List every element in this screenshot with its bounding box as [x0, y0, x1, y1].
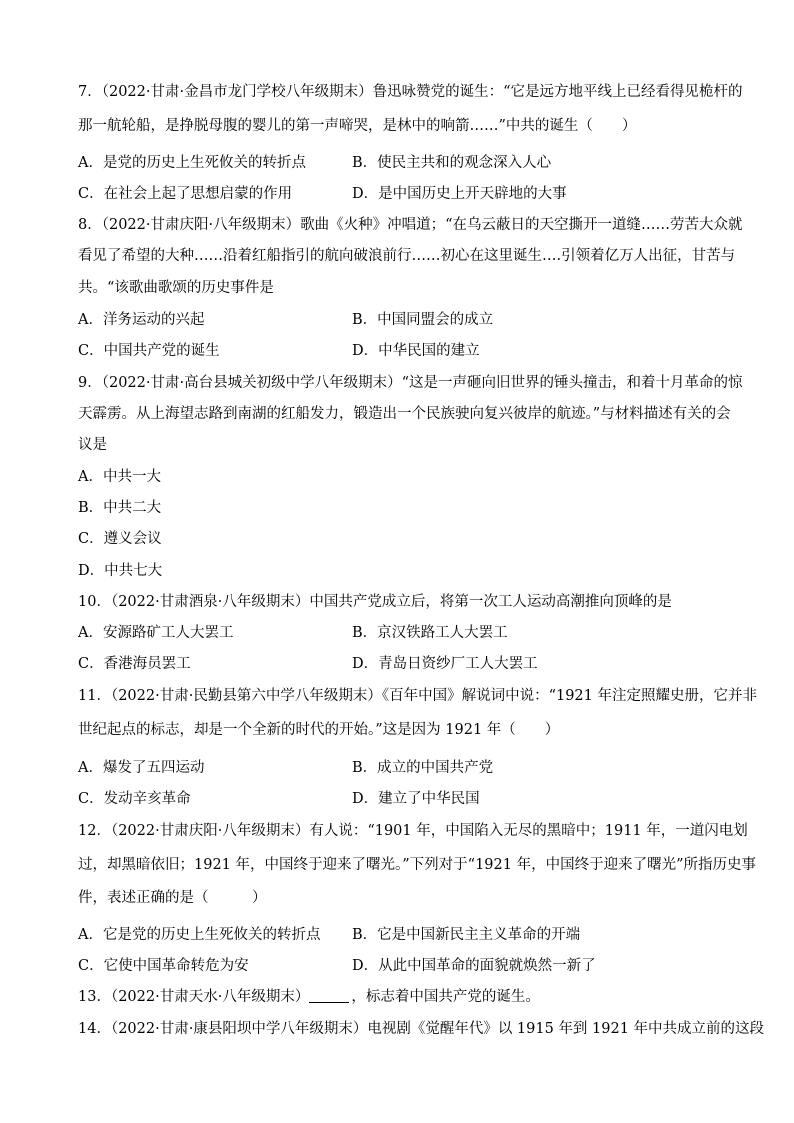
- q10-option-c[interactable]: C．香港海员罢工: [78, 656, 191, 672]
- q8-option-c[interactable]: C．中国共产党的诞生: [78, 343, 220, 359]
- q13-suffix: ，标志着中国共产党的诞生。: [351, 989, 540, 1005]
- q13-answer-blank[interactable]: [309, 988, 349, 1003]
- q11-stem-line-2: 世纪起点的标志，却是一个全新的时代的开始。”这是因为 1921 年（ ）: [78, 722, 560, 738]
- q13-prefix: 13．（2022·甘肃天水·八年级期末）: [78, 989, 310, 1005]
- q8-option-d[interactable]: D．中华民国的建立: [352, 343, 480, 359]
- q7-option-d[interactable]: D．是中国历史上开天辟地的大事: [352, 186, 567, 202]
- q8-option-b[interactable]: B．中国同盟会的成立: [352, 312, 494, 328]
- q11-option-d[interactable]: D．建立了中华民国: [352, 791, 480, 807]
- q9-option-c[interactable]: C．遵义会议: [78, 531, 162, 547]
- q14-stem-line-1: 14．（2022·甘肃·康县阳坝中学八年级期末）电视剧《觉醒年代》以 1915 年到 1921 年中共成立前的这段: [78, 1021, 765, 1037]
- q12-stem-line-2: 过，却黑暗依旧；1921 年，中国终于迎来了曙光。”下列对于“1921 年，中国终于迎来了曙光”所指历史事: [78, 857, 757, 873]
- q10-option-b[interactable]: B．京汉铁路工人大罢工: [352, 625, 508, 641]
- q9-stem-line-2: 天霹雳。从上海望志路到南湖的红船发力，锻造出一个民族驶向复兴彼岸的航迹。”与材料描述有关的会: [78, 406, 731, 422]
- q12-option-c[interactable]: C．它使中国革命转危为安: [78, 958, 249, 974]
- q11-stem-line-1: 11．（2022·甘肃·民勤县第六中学八年级期末）《百年中国》解说词中说：“1921 年注定照耀史册，它并非: [78, 688, 757, 704]
- q7-stem-line-2: 那一航轮船，是挣脱母腹的婴儿的第一声啼哭，是林中的响箭……”中共的诞生（ ）: [78, 118, 637, 134]
- q7-stem-line-1: 7．（2022·甘肃·金昌市龙门学校八年级期末）鲁迅咏赞党的诞生：“它是远方地平线上已经看得见桅杆的: [78, 84, 743, 100]
- q12-option-d[interactable]: D．从此中国革命的面貌就焕然一新了: [352, 958, 596, 974]
- q7-option-c[interactable]: C．在社会上起了思想启蒙的作用: [78, 186, 293, 202]
- q12-stem-line-3: 件，表述正确的是（ ）: [78, 890, 267, 906]
- q9-stem-line-1: 9．（2022·甘肃·高台县城关初级中学八年级期末）“这是一声砸向旧世界的锤头撞击，和着十月革命的惊: [78, 375, 743, 391]
- q12-option-a[interactable]: A．它是党的历史上生死攸关的转折点: [78, 927, 321, 943]
- q12-stem-line-1: 12．（2022·甘肃庆阳·八年级期末）有人说：“1901 年，中国陷入无尽的黑暗中；1911 年，一道闪电划: [78, 823, 748, 839]
- q8-stem-line-2: 看见了希望的大种……沿着红船指引的航向破浪前行……初心在这里诞生….引领着亿万人出征，甘苦与: [78, 248, 736, 264]
- q7-option-b[interactable]: B．使民主共和的观念深入人心: [352, 155, 552, 171]
- q9-option-d[interactable]: D．中共七大: [78, 563, 163, 579]
- q9-option-b[interactable]: B．中共二大: [78, 500, 162, 516]
- q9-stem-line-3: 议是: [78, 437, 107, 453]
- q10-option-a[interactable]: A．安源路矿工人大罢工: [78, 625, 234, 641]
- q13-stem: [78, 987, 540, 1007]
- q11-option-b[interactable]: B．成立的中国共产党: [352, 760, 494, 776]
- q8-stem-line-3: 共。“该歌曲歌颂的历史事件是: [78, 280, 274, 296]
- q7-option-a[interactable]: A．是党的历史上生死攸关的转折点: [78, 155, 306, 171]
- q10-stem-line-1: 10．（2022·甘肃酒泉·八年级期末）中国共产党成立后，将第一次工人运动高潮推向顶峰的是: [78, 594, 672, 610]
- q9-option-a[interactable]: A．中共一大: [78, 469, 161, 485]
- q12-option-b[interactable]: B．它是中国新民主主义革命的开端: [352, 927, 581, 943]
- q8-option-a[interactable]: A．洋务运动的兴起: [78, 312, 205, 328]
- q8-stem-line-1: 8．（2022·甘肃庆阳·八年级期末）歌曲《火种》冲唱道；“在乌云蔽日的天空撕开一道缝……劳苦大众就: [78, 217, 743, 233]
- q11-option-c[interactable]: C．发动辛亥革命: [78, 791, 191, 807]
- q11-option-a[interactable]: A．爆发了五四运动: [78, 760, 205, 776]
- q10-option-d[interactable]: D．青岛日资纱厂工人大罢工: [352, 656, 538, 672]
